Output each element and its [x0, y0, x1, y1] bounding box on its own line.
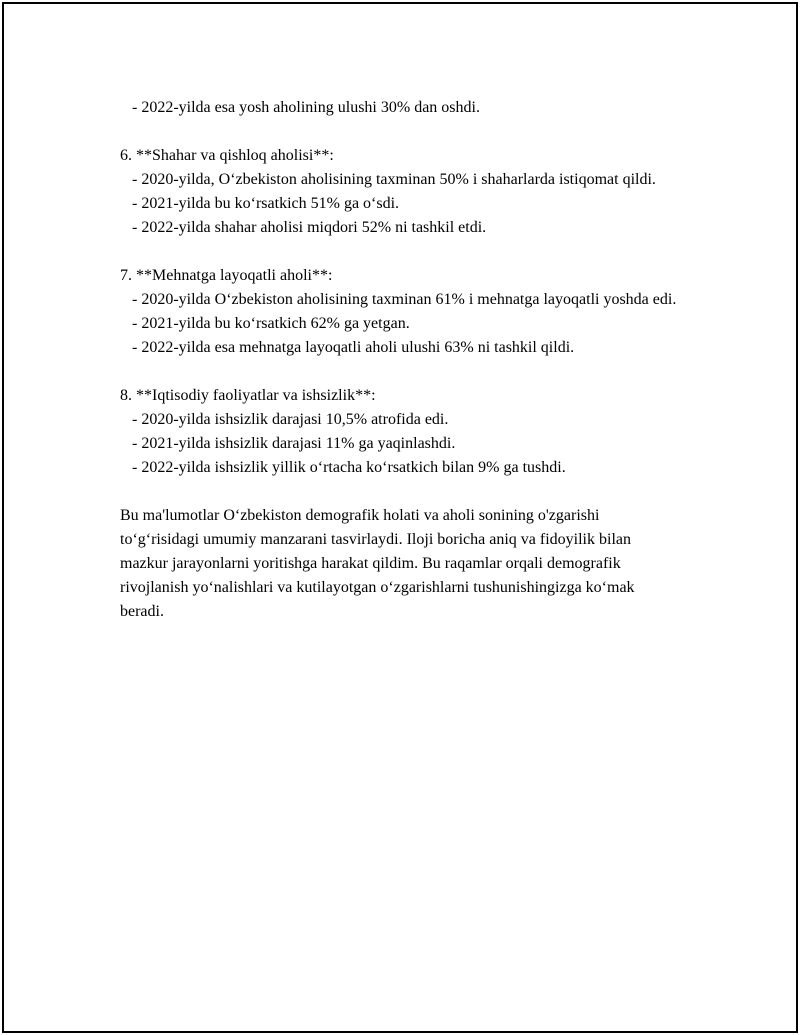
document-page	[2, 2, 798, 1033]
list-item: - 2020-yilda O‘zbekiston aholisining taxminan 61% i mehnatga layoqatli yoshda edi.	[120, 291, 677, 308]
list-item: - 2022-yilda ishsizlik yillik o‘rtacha ko‘rsatkich bilan 9% ga tushdi.	[120, 459, 566, 476]
document-body	[120, 96, 680, 624]
list-item: - 2022-yilda esa mehnatga layoqatli aholi ulushi 63% ni tashkil qildi.	[120, 339, 575, 356]
list-item: - 2021-yilda ishsizlik darajasi 11% ga yaqinlashdi.	[120, 435, 456, 452]
conclusion-paragraph: Bu ma'lumotlar O‘zbekiston demografik holati va aholi sonining o'zgarishi to‘g‘risidagi umumiy manzarani tasvirlaydi. Iloji boricha aniq va fidoyilik bilan mazkur jarayonlarni yoritishga harakat qildim. Bu raqamlar orqali demografik rivojlanish yo‘nalishlari va kutilayotgan o‘zgarishlarni tushunishingizga ko‘mak beradi.	[120, 507, 639, 620]
list-item: - 2021-yilda bu ko‘rsatkich 62% ga yetgan.	[120, 315, 410, 332]
section-urban-rural	[120, 144, 680, 240]
section-economy-unemployment	[120, 384, 680, 480]
list-item: - 2022-yilda shahar aholisi miqdori 52% ni tashkil etdi.	[120, 219, 487, 236]
section-heading: 7. **Mehnatga layoqatli aholi**:	[120, 267, 333, 284]
list-item: - 2020-yilda, O‘zbekiston aholisining taxminan 50% i shaharlarda istiqomat qildi.	[120, 171, 656, 188]
paragraph-gap	[120, 360, 680, 384]
section-heading: 8. **Iqtisodiy faoliyatlar va ishsizlik**:	[120, 387, 376, 404]
section-working-age	[120, 264, 680, 360]
paragraph-gap	[120, 120, 680, 144]
paragraph-gap	[120, 480, 680, 504]
list-item: - 2022-yilda esa yosh aholining ulushi 30% dan oshdi.	[120, 99, 480, 116]
paragraph-gap	[120, 240, 680, 264]
list-item: - 2020-yilda ishsizlik darajasi 10,5% atrofida edi.	[120, 411, 449, 428]
list-item: - 2021-yilda bu ko‘rsatkich 51% ga o‘sdi.	[120, 195, 400, 212]
section-heading: 6. **Shahar va qishloq aholisi**:	[120, 147, 334, 164]
